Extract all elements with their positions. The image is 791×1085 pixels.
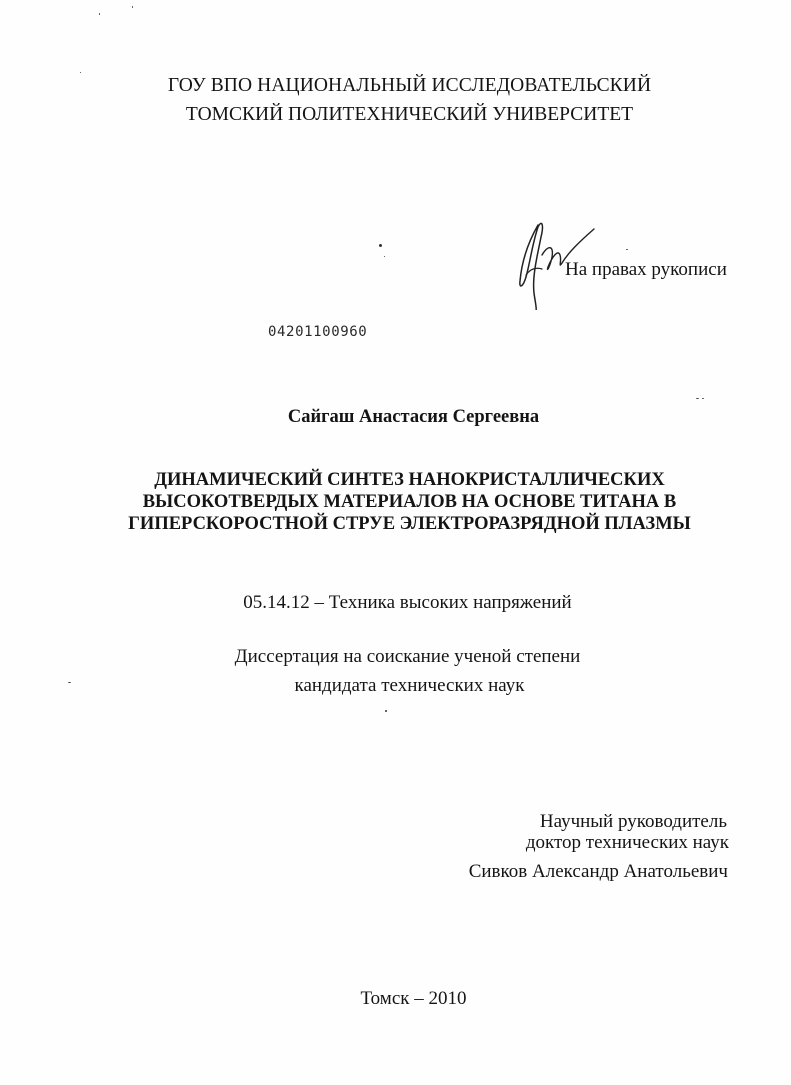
scan-speck (68, 682, 71, 683)
document-registration-code: 04201100960 (268, 324, 368, 340)
title-line: ГИПЕРСКОРОСТНОЙ СТРУЕ ЭЛЕКТРОРАЗРЯДНОЙ ПЛАЗМЫ (128, 514, 691, 534)
organization-line-2: ТОМСКИЙ ПОЛИТЕХНИЧЕСКИЙ УНИВЕРСИТЕТ (185, 104, 634, 125)
scan-speck (626, 249, 628, 250)
scan-speck (99, 13, 100, 15)
scan-speck (80, 72, 81, 73)
scan-speck (385, 710, 387, 712)
dissertation-degree-line-2: кандидата технических наук (294, 675, 525, 696)
supervisor-name: Сивков Александр Анатольевич (468, 861, 728, 882)
scan-speck (702, 398, 704, 399)
supervisor-degree: доктор технических наук (525, 832, 729, 853)
organization-line-1: ГОУ ВПО НАЦИОНАЛЬНЫЙ ИССЛЕДОВАТЕЛЬСКИЙ (167, 75, 652, 96)
title-line: ДИНАМИЧЕСКИЙ СИНТЕЗ НАНОКРИСТАЛЛИЧЕСКИХ (154, 470, 665, 490)
scan-speck (696, 398, 699, 399)
place-and-year: Томск – 2010 (360, 988, 467, 1009)
dissertation-title (14, 469, 791, 535)
scan-speck (384, 256, 385, 257)
title-line: ВЫСОКОТВЕРДЫХ МАТЕРИАЛОВ НА ОСНОВЕ ТИТАНА В (142, 492, 677, 512)
scan-speck (379, 244, 382, 247)
manuscript-rights-note: На правах рукописи (565, 259, 727, 280)
scan-speck (132, 6, 133, 8)
supervisor-role: Научный руководитель (539, 811, 727, 832)
dissertation-degree-line-1: Диссертация на соискание ученой степени (234, 646, 581, 667)
specialty-code: 05.14.12 – Техника высоких напряжений (243, 592, 572, 613)
author-name: Сайгаш Анастасия Сергеевна (287, 407, 540, 427)
